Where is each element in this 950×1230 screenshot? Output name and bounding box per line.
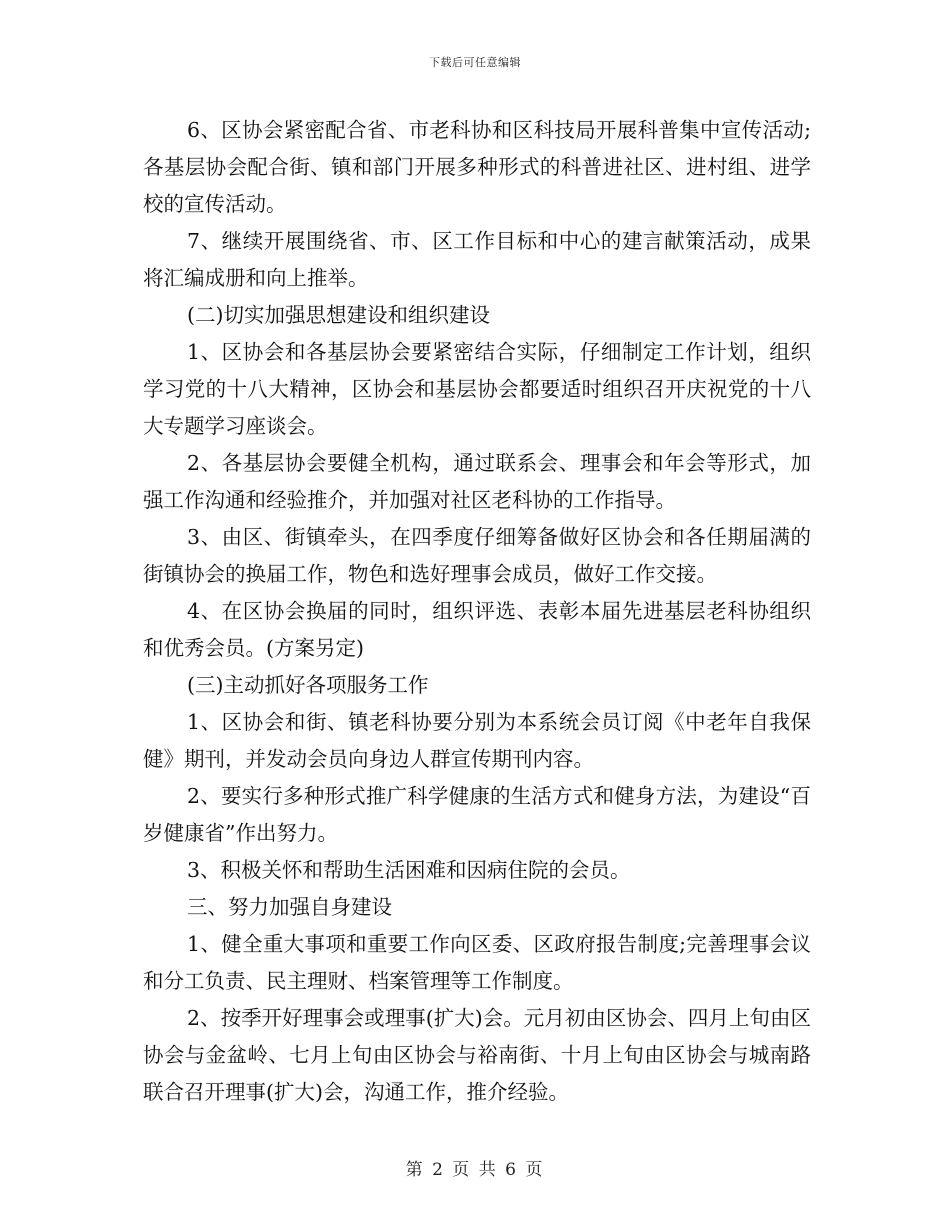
paragraph-item-2: 2、要实行多种形式推广科学健康的生活方式和健身方法，为建设“百岁健康省”作出努力。: [143, 784, 811, 845]
paragraph-item-4: 4、在区协会换届的同时，组织评选、表彰本届先进基层老科协组织和优秀会员。(方案另定): [143, 599, 811, 660]
paragraph-item-7: 7、继续开展围绕省、市、区工作目标和中心的建言献策活动，成果将汇编成册和向上推举。: [143, 229, 811, 290]
paragraph-item-1: 1、区协会和各基层协会要紧密结合实际，仔细制定工作计划，组织学习党的十八大精神，区协会和基层协会都要适时组织召开庆祝党的十八大专题学习座谈会。: [143, 340, 811, 438]
paragraph-item-3: 3、积极关怀和帮助生活困难和因病住院的会员。: [187, 858, 631, 882]
paragraph-item-2: 2、按季开好理事会或理事(扩大)会。元月初由区协会、四月上旬由区协会与金盆岭、七月上旬由区协会与裕南街、十月上旬由区协会与城南路联合召开理事(扩大)会，沟通工作，推介经验。: [143, 1006, 811, 1104]
paragraph-item-6: 6、区协会紧密配合省、市老科协和区科技局开展科普集中宣传活动;各基层协会配合街、镇和部门开展多种形式的科普进社区、进村组、进学校的宣传活动。: [143, 118, 811, 216]
document-body: [143, 112, 811, 1111]
section-heading-2: (二)切实加强思想建设和组织建设: [187, 303, 490, 327]
page-number-footer: 第 2 页 共 6 页: [405, 1160, 545, 1180]
paragraph-item-1: 1、健全重大事项和重要工作向区委、区政府报告制度;完善理事会议和分工负责、民主理财、档案管理等工作制度。: [143, 932, 811, 993]
section-heading-part-3: 三、努力加强自身建设: [187, 895, 392, 919]
page-header: 下载后可任意编辑: [429, 56, 521, 69]
section-heading-3: (三)主动抓好各项服务工作: [187, 673, 429, 697]
paragraph-item-2: 2、各基层协会要健全机构，通过联系会、理事会和年会等形式，加强工作沟通和经验推介，并加强对社区老科协的工作指导。: [143, 451, 811, 512]
paragraph-item-1: 1、区协会和街、镇老科协要分别为本系统会员订阅《中老年自我保健》期刊，并发动会员向身边人群宣传期刊内容。: [143, 710, 811, 771]
paragraph-item-3: 3、由区、街镇牵头，在四季度仔细筹备做好区协会和各任期届满的街镇协会的换届工作，物色和选好理事会成员，做好工作交接。: [143, 525, 811, 586]
